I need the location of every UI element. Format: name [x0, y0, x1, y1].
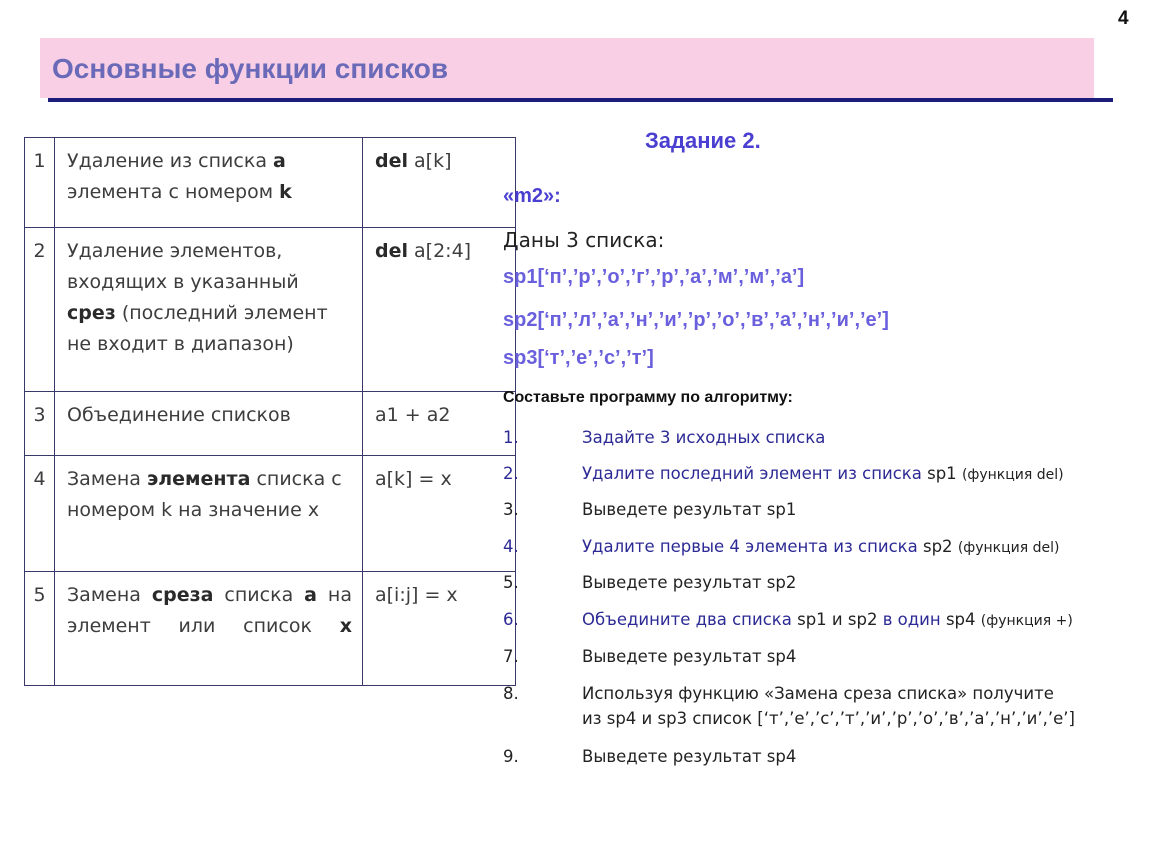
list-sp2: sp2[‘п’,’л’,’а’,’н’,’и’,’р’,’о’,’в’,’а’,’н’,’и’,’е’] — [503, 309, 889, 331]
step-number: 4. — [503, 537, 519, 556]
step-text: Выведете результат sp4 — [582, 747, 797, 766]
step-text: Используя функцию «Замена среза списка» получите из sp4 и sp3 список [‘т’,’е’,’с’,’т’,’и’,’р’,’о’,’в’,’а’,’н’,’и’,’е’] — [582, 684, 1075, 728]
list-sp1: sp1[‘п’,’р’,’о’,’г’,’р’,’а’,’м’,’м’,’а’] — [503, 266, 805, 288]
function-syntax: a[i:j] = x — [363, 572, 516, 686]
step-text: Выведете результат sp2 — [582, 573, 797, 592]
given-text: Даны 3 списка: — [503, 228, 665, 252]
table-row — [25, 228, 516, 392]
step-number: 2. — [503, 464, 519, 483]
step-text: Задайте 3 исходных списка — [582, 428, 826, 447]
step-number: 5. — [503, 573, 519, 592]
function-syntax: a[k] = x — [363, 456, 516, 572]
slide-title: Основные функции списков — [52, 53, 449, 84]
function-syntax: del a[2:4] — [363, 228, 516, 392]
step-number: 8. — [503, 684, 519, 703]
task-title: Задание 2. — [645, 128, 761, 153]
step-text: Удалите последний элемент из списка sp1 (функция del) — [582, 464, 1064, 483]
row-number: 4 — [25, 456, 55, 572]
table-row — [25, 572, 516, 686]
function-syntax: a1 + a2 — [363, 392, 516, 456]
table-row — [25, 138, 516, 228]
table-row — [25, 456, 516, 572]
row-number: 2 — [25, 228, 55, 392]
function-description: Удаление элементов, входящих в указанный срез (последний элемент не входит в диапазон) — [55, 228, 363, 392]
function-description: Замена элемента списка с номером k на значение x — [55, 456, 363, 572]
table-row — [25, 392, 516, 456]
step-number: 1. — [503, 428, 519, 447]
title-underline — [48, 98, 1113, 102]
row-number: 5 — [25, 572, 55, 686]
step-text: Удалите первые 4 элемента из списка sp2 (функция del) — [582, 537, 1060, 556]
step-number: 6. — [503, 610, 519, 629]
page-number: 4 — [1118, 8, 1129, 29]
step-text: Выведете результат sp1 — [582, 500, 797, 519]
list-sp3: sp3[‘т’,’е’,’с’,’т’] — [503, 347, 654, 369]
step-text: Объедините два списка sp1 и sp2 в один sp4 (функция +) — [582, 610, 1073, 629]
step-text: Выведете результат sp4 — [582, 647, 797, 666]
step-number: 3. — [503, 500, 519, 519]
function-description: Замена среза списка a на элемент или список x — [55, 572, 363, 686]
row-number: 1 — [25, 138, 55, 228]
task-label: «m2»: — [503, 185, 561, 207]
compose-instruction: Составьте программу по алгоритму: — [503, 389, 793, 406]
step-number: 7. — [503, 647, 519, 666]
functions-table — [24, 137, 516, 686]
function-syntax: del a[k] — [363, 138, 516, 228]
row-number: 3 — [25, 392, 55, 456]
function-description: Удаление из списка a элемента с номером k — [55, 138, 363, 228]
step-number: 9. — [503, 747, 519, 766]
function-description: Объединение списков — [55, 392, 363, 456]
